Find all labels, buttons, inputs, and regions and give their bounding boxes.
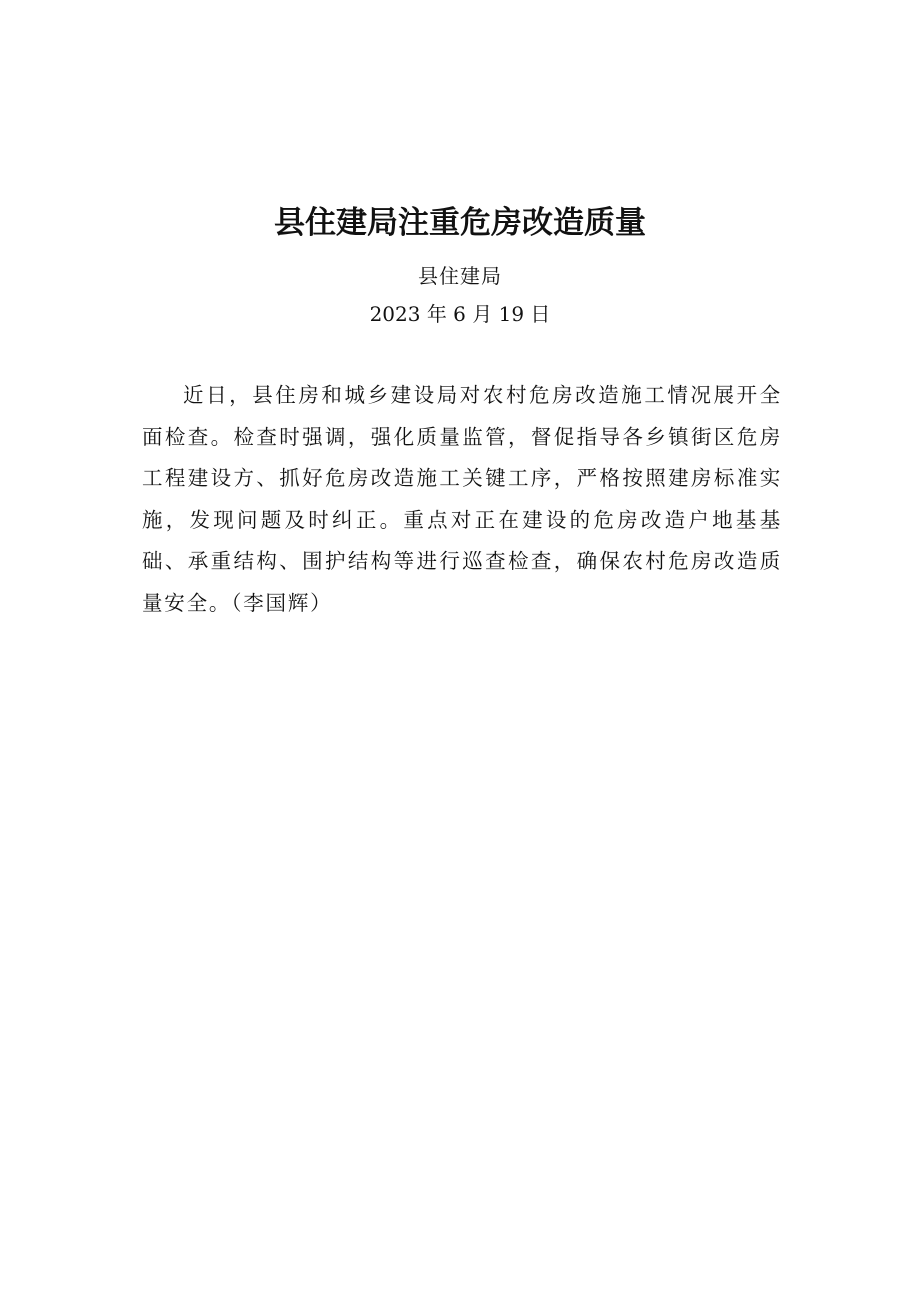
document-title: 县住建局注重危房改造质量: [274, 205, 646, 241]
document-date: 2023 年 6 月 19 日: [369, 302, 551, 326]
document-body: 近日，县住房和城乡建设局对农村危房改造施工情况展开全面检查。检查时强调，强化质量监管，督促指导各乡镇街区危房工程建设方、抓好危房改造施工关键工序，严格按照建房标准实施，发现问题及时纠正。重点对正在建设的危房改造户地基基础、承重结构、围护结构等进行巡查检查，确保农村危房改造质量安全。（李国辉）: [142, 383, 782, 615]
document-author: 县住建局: [418, 264, 502, 288]
